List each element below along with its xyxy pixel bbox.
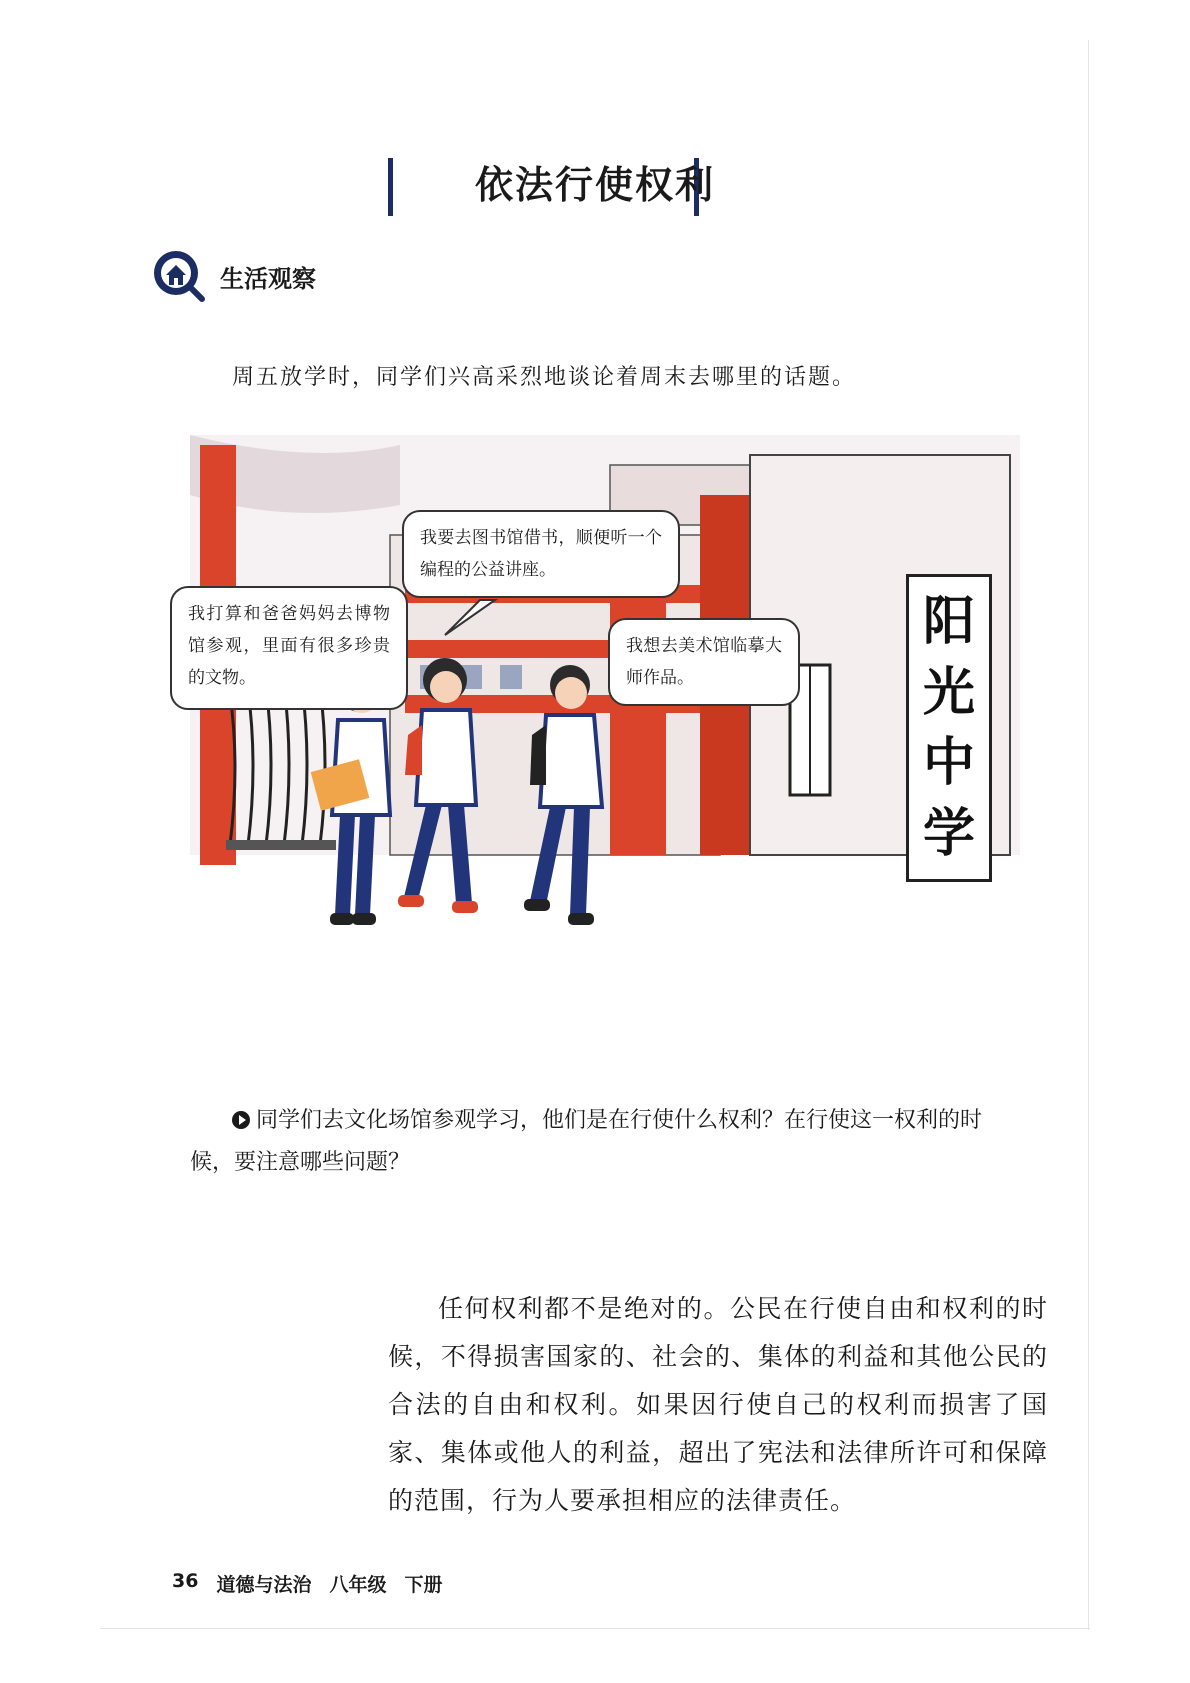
page-edge	[1088, 40, 1089, 1630]
house-magnifier-icon	[152, 249, 206, 303]
question-text: 同学们去文化场馆参观学习，他们是在行使什么权利？在行使这一权利的时候，要注意哪些问题？	[190, 1108, 983, 1175]
page-title: 依法行使权利	[474, 162, 715, 207]
play-bullet-icon	[232, 1111, 250, 1129]
school-name-sign	[906, 574, 992, 882]
title-block	[0, 150, 1190, 220]
sign-char: 学	[922, 803, 975, 864]
book-title: 道德与法治	[216, 1574, 312, 1596]
speech-bubble-museum: 我打算和爸爸妈妈去博物馆参观，里面有很多珍贵的文物。	[170, 586, 408, 710]
section-heading	[152, 248, 316, 304]
sign-char: 阳	[922, 592, 975, 653]
sign-char: 光	[922, 662, 975, 723]
intro-text: 周五放学时，同学们兴高采烈地谈论着周末去哪里的话题。	[232, 365, 857, 390]
volume-label: 下册	[404, 1574, 443, 1596]
sign-char: 中	[922, 733, 975, 794]
page-edge	[100, 1628, 1090, 1629]
speech-bubble-art-gallery: 我想去美术馆临摹大师作品。	[608, 618, 800, 706]
page-footer	[172, 1570, 443, 1597]
grade-label: 八年级	[329, 1574, 387, 1596]
body-paragraph: 任何权利都不是绝对的。公民在行使自由和权利的时候，不得损害国家的、社会的、集体的利益和其他公民的合法的自由和权利。如果因行使自己的权利而损害了国家、集体或他人的利益，超出了宪法和法律所许可和保障的范围，行为人要承担相应的法律责任。	[388, 1294, 1048, 1515]
speech-bubble-library: 我要去图书馆借书，顺便听一个编程的公益讲座。	[402, 510, 680, 598]
section-label: 生活观察	[220, 264, 316, 293]
page-number: 36	[172, 1570, 199, 1592]
discussion-question	[190, 1100, 1020, 1184]
